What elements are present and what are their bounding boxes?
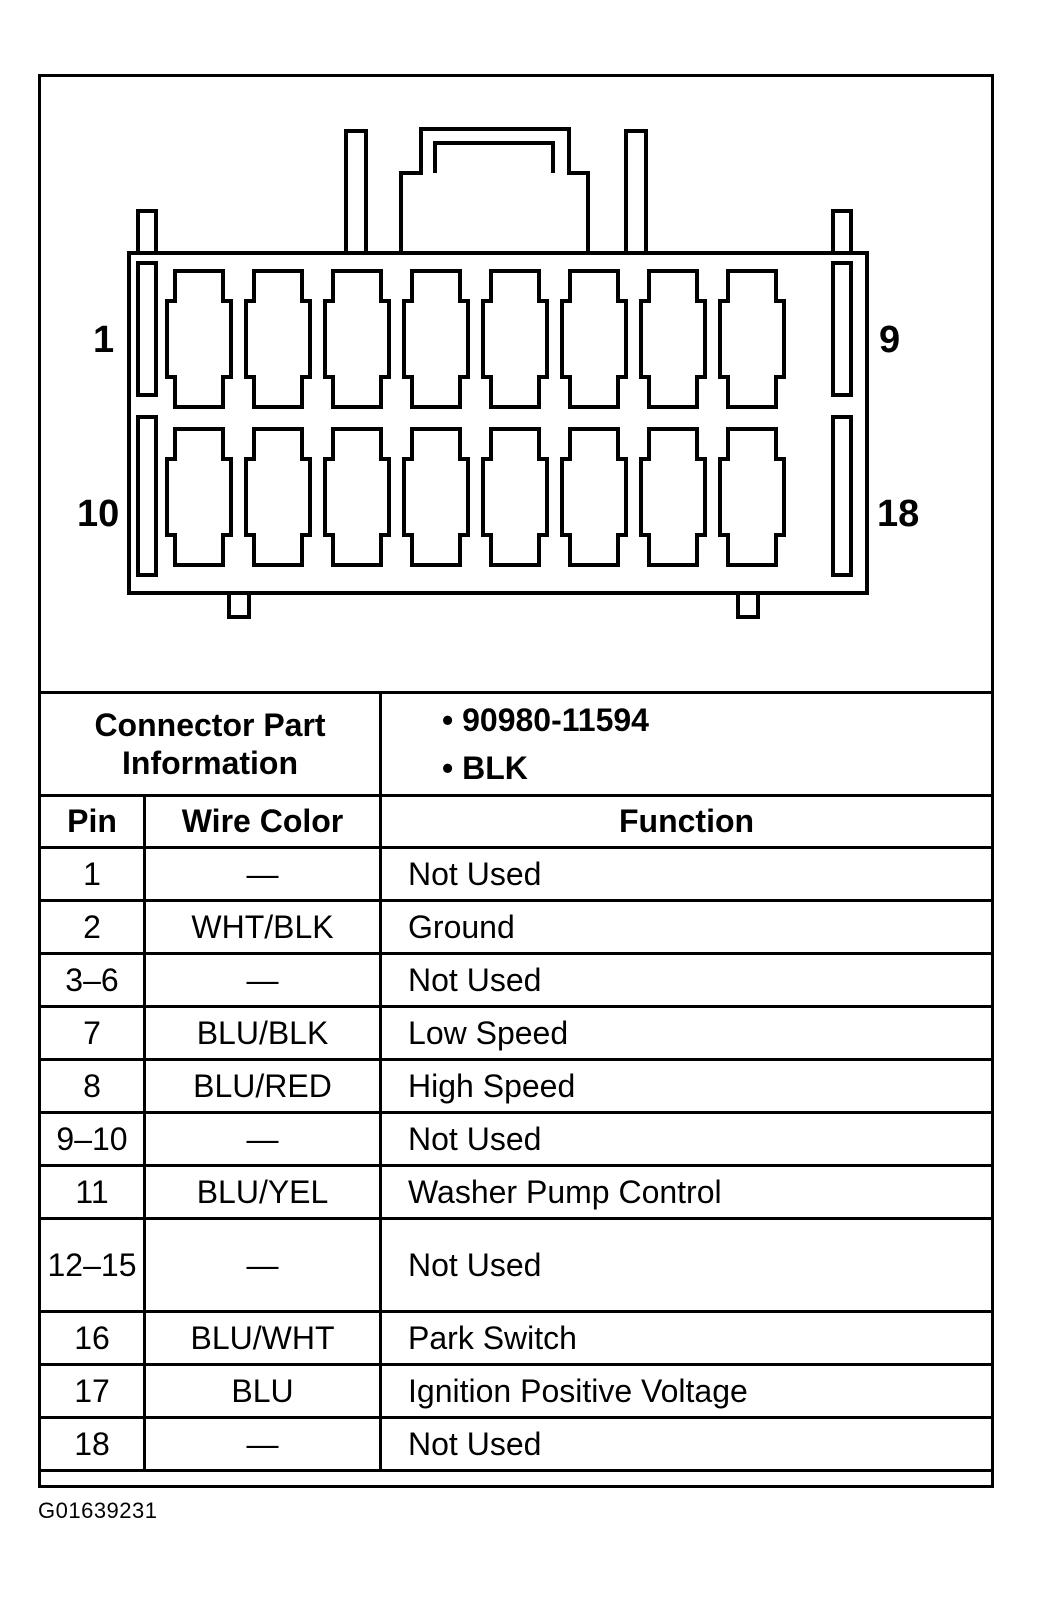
function-cell: Low Speed: [381, 1007, 993, 1060]
right-tower: [626, 131, 646, 253]
pin-cell: 18: [40, 1418, 145, 1471]
table-row: [40, 1007, 993, 1060]
cavity: [720, 271, 784, 407]
pin-label-9: 9: [879, 319, 901, 361]
part-info-row: [40, 693, 993, 796]
function-cell: Not Used: [381, 1113, 993, 1166]
center-latch: [401, 129, 588, 253]
function-cell: Park Switch: [381, 1312, 993, 1365]
wire-color-cell: BLU/WHT: [145, 1312, 381, 1365]
pin-cell: 3–6: [40, 954, 145, 1007]
wire-color-cell: BLU/BLK: [145, 1007, 381, 1060]
connector-face-view: [41, 77, 991, 691]
wire-color-cell: —: [145, 954, 381, 1007]
part-info-list: [382, 696, 991, 792]
cavity: [246, 271, 310, 407]
pin-cell: 2: [40, 901, 145, 954]
cavity: [246, 429, 310, 565]
wire-color-cell: —: [145, 1418, 381, 1471]
wire-color-cell: BLU/YEL: [145, 1166, 381, 1219]
table-row: [40, 848, 993, 901]
part-info-label: Connector Part Information: [94, 707, 326, 781]
table-row: [40, 1060, 993, 1113]
connector-figure: [38, 74, 994, 1488]
cavity: [325, 429, 389, 565]
wire-color-cell: WHT/BLK: [145, 901, 381, 954]
header-function: Function: [381, 796, 993, 848]
pinout-table: [38, 691, 994, 1472]
pin-label-18: 18: [877, 493, 920, 535]
table-row: [40, 901, 993, 954]
cavity: [720, 429, 784, 565]
wire-color-cell: BLU: [145, 1365, 381, 1418]
bottom-key-right: [738, 593, 758, 617]
pin-cell: 16: [40, 1312, 145, 1365]
function-cell: Not Used: [381, 848, 993, 901]
function-cell: High Speed: [381, 1060, 993, 1113]
part-number: • 90980-11594: [442, 696, 991, 744]
table-header-row: [40, 796, 993, 848]
cavity: [483, 429, 547, 565]
connector-drawing: [41, 77, 991, 691]
pin-cell: 8: [40, 1060, 145, 1113]
cavity: [167, 271, 231, 407]
function-cell: Washer Pump Control: [381, 1166, 993, 1219]
cavity: [404, 429, 468, 565]
part-color: • BLK: [442, 744, 991, 792]
side-slot-top-left: [138, 263, 156, 395]
pin-cell: 7: [40, 1007, 145, 1060]
function-cell: Not Used: [381, 1219, 993, 1312]
cavity: [641, 429, 705, 565]
center-latch-inner: [435, 143, 553, 173]
table-row: [40, 1219, 993, 1312]
part-info-label-cell: [40, 693, 381, 796]
left-post: [138, 211, 156, 253]
right-post: [833, 211, 851, 253]
side-slot-top-right: [833, 263, 851, 395]
connector-housing: [129, 253, 867, 593]
cavity: [562, 271, 626, 407]
pin-cell: 12–15: [40, 1219, 145, 1312]
table-row: [40, 1166, 993, 1219]
pin-cell: 17: [40, 1365, 145, 1418]
cavity: [167, 429, 231, 565]
pin-cell: 11: [40, 1166, 145, 1219]
figure-id: G01639231: [38, 1498, 158, 1523]
cavity: [404, 271, 468, 407]
cavity: [483, 271, 547, 407]
wire-color-cell: —: [145, 1219, 381, 1312]
cavity: [641, 271, 705, 407]
cavity: [562, 429, 626, 565]
cavity: [325, 271, 389, 407]
function-cell: Not Used: [381, 954, 993, 1007]
part-info-values-cell: [381, 693, 993, 796]
side-slot-bottom-left: [138, 417, 156, 575]
table-row: [40, 1418, 993, 1471]
function-cell: Ground: [381, 901, 993, 954]
left-tower: [346, 131, 366, 253]
pin-cell: 9–10: [40, 1113, 145, 1166]
wire-color-cell: —: [145, 848, 381, 901]
table-row: [40, 1365, 993, 1418]
pin-label-1: 1: [93, 319, 115, 361]
table-row: [40, 1312, 993, 1365]
pin-cell: 1: [40, 848, 145, 901]
header-wire-color: Wire Color: [145, 796, 381, 848]
wire-color-cell: —: [145, 1113, 381, 1166]
table-row: [40, 954, 993, 1007]
bottom-key-left: [229, 593, 249, 617]
pin-label-10: 10: [77, 493, 120, 535]
table-row: [40, 1113, 993, 1166]
function-cell: Not Used: [381, 1418, 993, 1471]
function-cell: Ignition Positive Voltage: [381, 1365, 993, 1418]
wire-color-cell: BLU/RED: [145, 1060, 381, 1113]
side-slot-bottom-right: [833, 417, 851, 575]
header-pin: Pin: [40, 796, 145, 848]
